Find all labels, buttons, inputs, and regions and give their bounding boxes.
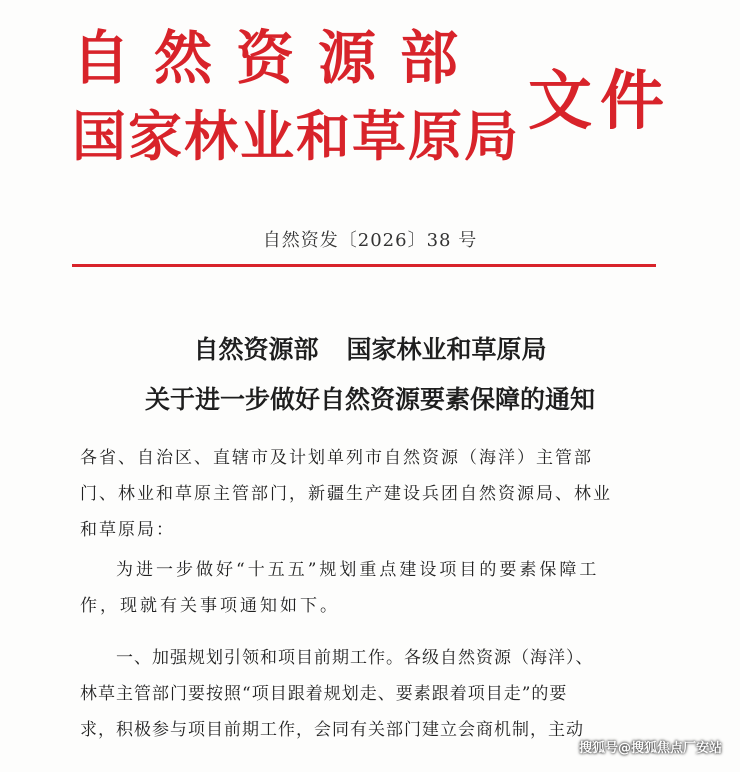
paragraph-line: 为进一步做好“十五五”规划重点建设项目的要素保障工 [116, 560, 600, 580]
watermark: 搜狐号@搜狐焦点厂安站 [578, 741, 722, 756]
paragraph-line: 一、加强规划引领和项目前期工作。各级自然资源（海洋）、 [116, 648, 594, 668]
paragraph-intro [80, 552, 660, 624]
document-number: 自然资发〔2026〕38 号 [262, 230, 478, 251]
paragraph-section-1 [80, 640, 660, 748]
paragraph-line: 作，现就有关事项通知如下。 [80, 596, 340, 616]
header-issuer-1: 自然资源部 [72, 24, 483, 92]
paragraph-line: 求，积极参与项目前期工作，会同有关部门建立会商机制，主动 [80, 720, 584, 740]
addressee-line: 门、林业和草原主管部门，新疆生产建设兵团自然资源局、林业 [80, 484, 612, 504]
title-issuer-2: 国家林业和草原局 [346, 335, 547, 364]
title-line-2: 关于进一步做好自然资源要素保障的通知 [144, 385, 595, 414]
header-issuer-2: 国家林业和草原局 [72, 105, 520, 168]
red-header [72, 22, 672, 172]
red-divider [72, 264, 656, 267]
header-file-label: 文件 [528, 65, 672, 139]
title-line-1 [0, 330, 740, 366]
paragraph-line: 林草主管部门要按照“项目跟着规划走、要素跟着项目走”的要 [80, 684, 568, 704]
addressee-line: 和草原局： [80, 520, 175, 540]
title-issuer-1: 自然资源部 [193, 335, 319, 364]
addressee-block [80, 440, 660, 548]
addressee-line: 各省、自治区、直辖市及计划单列市自然资源（海洋）主管部 [80, 448, 593, 468]
